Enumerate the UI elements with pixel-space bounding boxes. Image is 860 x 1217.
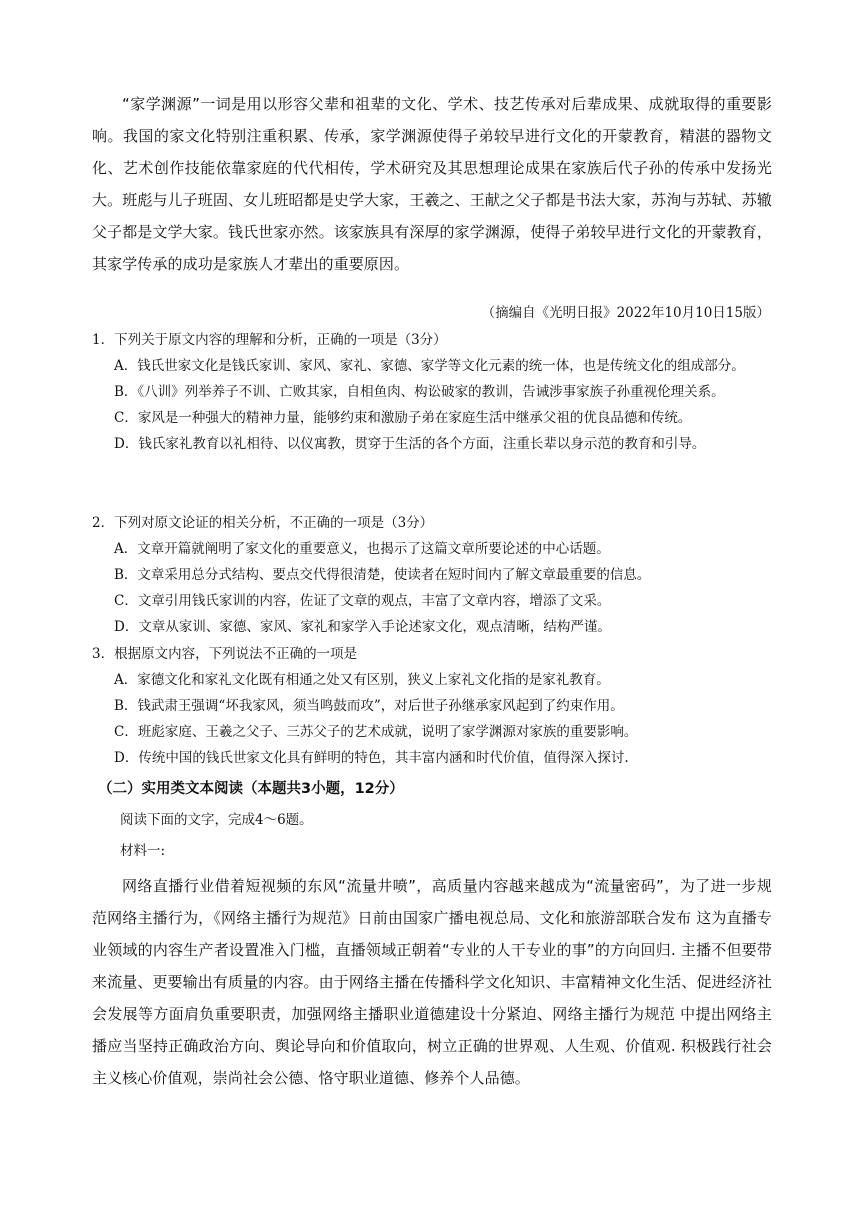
material-label: 材料一: <box>120 843 166 859</box>
source-citation: （摘编自《光明日报》2022年10月10日15版） <box>481 305 770 321</box>
option-c: C．家风是一种强大的精神力量，能够约束和激励子弟在家庭生活中继承父祖的优良品德和传统。 <box>114 410 692 426</box>
option-a: A．钱氏世家文化是钱氏家训、家风、家礼、家德、家学等文化元素的统一体，也是传统文化的组成部分。 <box>114 358 745 374</box>
question-2 <box>92 510 776 640</box>
question-stem: 3．根据原文内容，下列说法不正确的一项是 <box>92 646 358 662</box>
question-1 <box>92 327 776 457</box>
option-c: C．班彪家庭、王羲之父子、三苏父子的艺术成就，说明了家学渊源对家族的重要影响。 <box>114 724 638 740</box>
option-c: C．文章引用钱氏家训的内容，佐证了文章的观点，丰富了文章内容，增添了文采。 <box>114 593 611 609</box>
question-3 <box>92 641 776 771</box>
option-d: D．文章从家训、家德、家风、家礼和家学入手论述家文化，观点清晰，结构严谨。 <box>114 619 611 635</box>
question-stem: 2．下列对原文论证的相关分析，不正确的一项是（3分） <box>92 515 434 531</box>
section-heading: （二）实用类文本阅读（本题共3小题，12分） <box>98 781 404 797</box>
option-d: D．传统中国的钱氏世家文化具有鲜明的特色，其丰富内涵和时代价值，值得深入探讨. <box>114 750 629 766</box>
option-b: B．文章采用总分式结构、要点交代得很清楚，使读者在短时间内了解文章最重要的信息。 <box>114 567 651 583</box>
option-a: A．文章开篇就阐明了家文化的重要意义，也揭示了这篇文章所要论述的中心话题。 <box>114 541 610 557</box>
question-stem: 1．下列关于原文内容的理解和分析，正确的一项是（3分） <box>92 332 447 348</box>
passage-paragraph-live-streaming: 网络直播行业借着短视频的东风“流量井喷”，高质量内容越来越成为“流量密码”，为了进一步规范网络主播行为，《网络主播行为规范》日前由国家广播电视总局、文化和旅游部联合发布 这为直播专业领域的内容生产者设置准入门槛，直播领域正朝着“专业的人干专业的事”的方向回归. 主播不但要带来流量、更要输出有质量的内容。由于网络主播在传播科学文化知识、丰富精神文化生活、促进经济社会发展等方面肩负重要职责，加强网络主播职业道德建设十分紧迫、网络主播行为规范 中提出网络主播应当坚持正确政治方向、舆论导向和价值取向，树立正确的世界观、人生观、价值观. 积极践行社会主义核心价值观，崇尚社会公德、恪守职业道德、修养个人品德。 <box>92 877 772 1087</box>
option-b: B．《八训》列举养子不训、亡败其家，自相鱼肉、构讼破家的教训，告诫涉事家族子孙重视伦理关系。 <box>114 384 725 400</box>
passage-paragraph-family-learning: “家学渊源”一词是用以形容父辈和祖辈的文化、学术、技艺传承对后辈成果、成就取得的重要影响。我国的家文化特别注重积累、传承，家学渊源使得子弟较早进行文化的开蒙教育，精湛的器物文化、艺术创作技能依靠家庭的代代相传，学术研究及其思想理论成果在家族后代子孙的传承中发扬光大。班彪与儿子班固、女儿班昭都是史学大家，王羲之、王献之父子都是书法大家，苏洵与苏轼、苏辙父子都是文学大家。钱氏世家亦然。该家族具有深厚的家学渊源，使得子弟较早进行文化的开蒙教育，其家学传承的成功是家族人才辈出的重要原因。 <box>92 95 772 273</box>
section-instruction: 阅读下面的文字，完成4～6题。 <box>120 812 313 828</box>
option-a: A．家德文化和家礼文化既有相通之处又有区别，狭义上家礼文化指的是家礼教育。 <box>114 672 610 688</box>
option-d: D．钱氏家礼教育以礼相待、以仪寓教，贯穿于生活的各个方面，注重长辈以身示范的教育和引导。 <box>114 436 706 452</box>
option-b: B．钱武肃王强调“坏我家风，须当鸣鼓而攻”，对后世子孙继承家风起到了约束作用。 <box>114 698 624 714</box>
